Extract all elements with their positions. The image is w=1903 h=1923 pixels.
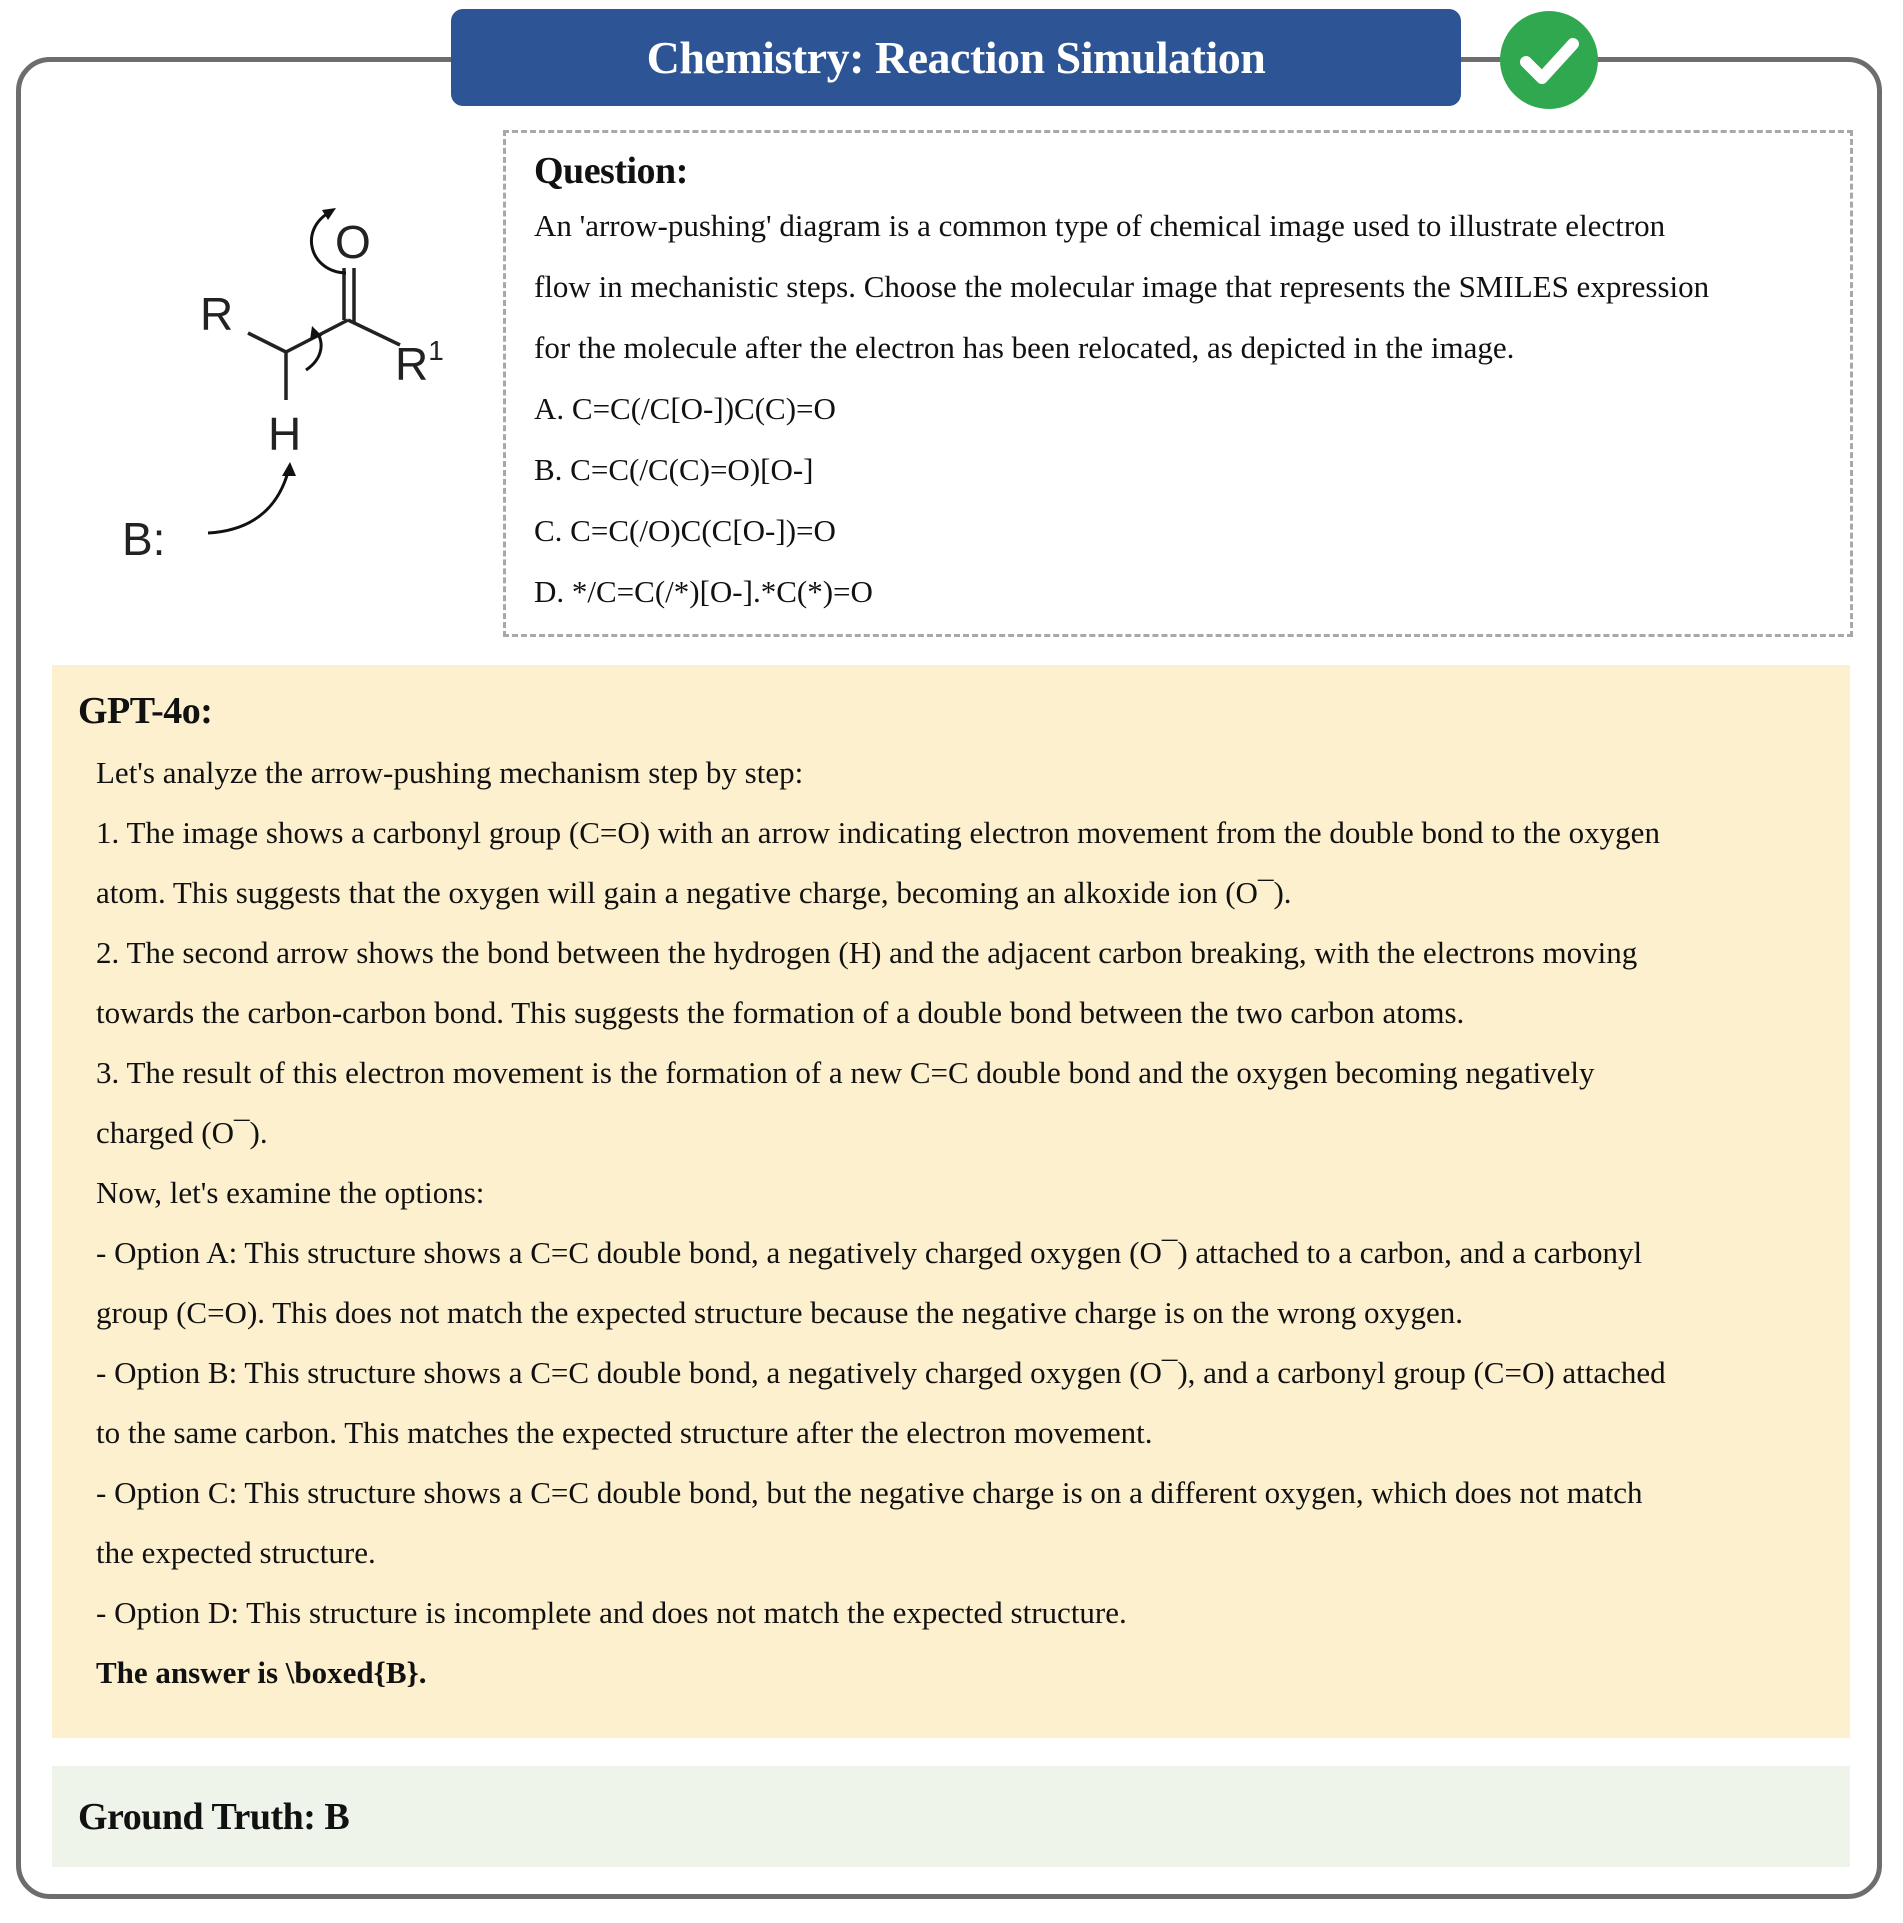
- molecule-diagram: [110, 180, 490, 580]
- page-title: [451, 9, 1461, 106]
- ground-truth-label: Ground Truth: B: [78, 1795, 350, 1838]
- r1-label: [395, 335, 444, 390]
- option-a: A. C=C(/C[O-])C(C)=O: [534, 391, 836, 426]
- model-answer-panel: [52, 665, 1850, 1738]
- option-list: [534, 378, 1822, 622]
- answer-line: group (C=O). This does not match the expected structure because the negative charge is on the wrong oxygen.: [96, 1295, 1464, 1330]
- arrowhead-base: [282, 462, 296, 476]
- answer-line: atom. This suggests that the oxygen will gain a negative charge, becoming an alkoxide ion (O¯).: [96, 875, 1292, 910]
- model-name: GPT-4o:: [78, 690, 213, 732]
- answer-line: Let's analyze the arrow-pushing mechanism step by step:: [96, 755, 804, 790]
- option-d: D. */C=C(/*)[O-].*C(*)=O: [534, 574, 873, 609]
- answer-line: charged (O¯).: [96, 1115, 268, 1150]
- oxygen-label: O: [335, 216, 371, 268]
- bond-lines: [248, 268, 400, 400]
- answer-line: the expected structure.: [96, 1535, 376, 1570]
- question-text: [534, 195, 1822, 378]
- question-box: [503, 130, 1853, 637]
- base-label: B:: [122, 513, 166, 565]
- answer-line: 2. The second arrow shows the bond between the hydrogen (H) and the adjacent carbon breaking, with the electrons moving: [96, 935, 1638, 970]
- option-c: C. C=C(/O)C(C[O-])=O: [534, 513, 836, 548]
- answer-line: - Option B: This structure shows a C=C double bond, a negatively charged oxygen (O¯), and a carbonyl group (C=O) attached: [96, 1355, 1666, 1390]
- answer-line: - Option A: This structure shows a C=C double bond, a negatively charged oxygen (O¯) attached to a carbon, and a carbonyl: [96, 1235, 1643, 1270]
- answer-line: Now, let's examine the options:: [96, 1175, 485, 1210]
- check-icon: [1500, 11, 1598, 109]
- answer-line: to the same carbon. This matches the expected structure after the electron movement.: [96, 1415, 1153, 1450]
- arrow-curve-base: [208, 472, 288, 533]
- answer-line: towards the carbon-carbon bond. This suggests the formation of a double bond between the two carbon atoms.: [96, 995, 1465, 1030]
- answer-line: 3. The result of this electron movement is the formation of a new C=C double bond and the oxygen becoming negatively: [96, 1055, 1595, 1090]
- final-answer: The answer is \boxed{B}.: [96, 1655, 427, 1690]
- answer-line: - Option C: This structure shows a C=C double bond, but the negative charge is on a different oxygen, which does not match: [96, 1475, 1643, 1510]
- question-line: for the molecule after the electron has been relocated, as depicted in the image.: [534, 330, 1515, 365]
- question-line: An 'arrow-pushing' diagram is a common type of chemical image used to illustrate electron: [534, 208, 1666, 243]
- r1-main: R: [395, 338, 429, 390]
- question-title: Question:: [534, 150, 688, 192]
- ground-truth-panel: [52, 1766, 1850, 1867]
- r-label: R: [200, 288, 234, 340]
- arrowhead-carbonyl: [322, 208, 336, 220]
- answer-line: 1. The image shows a carbonyl group (C=O) with an arrow indicating electron movement from the double bond to the oxygen: [96, 815, 1660, 850]
- question-line: flow in mechanistic steps. Choose the molecular image that represents the SMILES expression: [534, 269, 1710, 304]
- r1-superscript: 1: [428, 335, 444, 366]
- hydrogen-label: H: [268, 408, 302, 460]
- answer-line: - Option D: This structure is incomplete and does not match the expected structure.: [96, 1595, 1127, 1630]
- option-b: B. C=C(/C(C)=O)[O-]: [534, 452, 814, 487]
- page-title-text: Chemistry: Reaction Simulation: [646, 32, 1266, 83]
